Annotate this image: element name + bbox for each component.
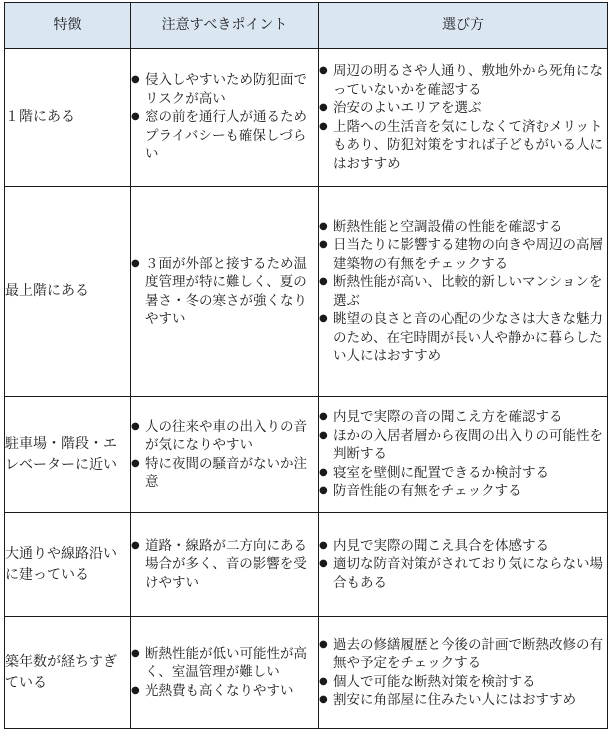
feature-cell: １階にある xyxy=(5,49,131,187)
list-item: ● 断熱性能と空調設備の性能を確認する xyxy=(319,218,607,237)
points-list xyxy=(131,71,318,164)
points-cell xyxy=(131,397,319,513)
list-item: ● 個人で可能な断熱対策を検討する xyxy=(319,673,607,692)
header-choices: 選び方 xyxy=(319,3,608,49)
feature-cell: 築年数が経ちすぎている xyxy=(5,617,131,729)
table-row xyxy=(5,49,608,187)
feature-cell: 大通りや線路沿いに建っている xyxy=(5,513,131,617)
table-row xyxy=(5,617,608,729)
points-list xyxy=(131,255,318,329)
table-row xyxy=(5,513,608,617)
table-row xyxy=(5,397,608,513)
choices-list xyxy=(319,408,607,501)
list-item: ● 割安に角部屋に住みたい人にはおすすめ xyxy=(319,691,607,710)
feature-cell: 最上階にある xyxy=(5,187,131,397)
list-item: ● 寝室を壁側に配置できるか検討する xyxy=(319,464,607,483)
list-item: ● 人の往来や車の出入りの音が気になりやすい xyxy=(131,418,318,455)
choices-list xyxy=(319,636,607,710)
header-row xyxy=(5,3,608,49)
list-item: ● 日当たりに影響する建物の向きや周辺の高層建築物の有無をチェックする xyxy=(319,236,607,273)
choices-cell xyxy=(319,49,608,187)
list-item: ● 内見で実際の聞こえ具合を体感する xyxy=(319,537,607,556)
list-item: ● 道路・線路が二方向にある場合が多く、音の影響を受けやすい xyxy=(131,537,318,593)
list-item: ● 周辺の明るさや人通り、敷地外から死角になっていないかを確認する xyxy=(319,62,607,99)
points-list xyxy=(131,418,318,492)
list-item: ● 断熱性能が低い可能性が高く、室温管理が難しい xyxy=(131,645,318,682)
feature-cell: 駐車場・階段・エレベーターに近い xyxy=(5,397,131,513)
list-item: ● 侵入しやすいため防犯面でリスクが高い xyxy=(131,71,318,108)
choices-cell xyxy=(319,513,608,617)
list-item: ● ほかの入居者層から夜間の出入りの可能性を判断する xyxy=(319,427,607,464)
table-row xyxy=(5,187,608,397)
list-item: ● 断熱性能が高い、比較的新しいマンションを選ぶ xyxy=(319,273,607,310)
choices-list xyxy=(319,537,607,593)
apartment-guide-table xyxy=(4,2,608,729)
header-points: 注意すべきポイント xyxy=(131,3,319,49)
list-item: ● 特に夜間の騒音がないか注意 xyxy=(131,455,318,492)
choices-list xyxy=(319,62,607,173)
list-item: ● 上階への生活音を気にしなくて済むメリットもあり、防犯対策をすれば子どもがいる人にはおすすめ xyxy=(319,118,607,174)
list-item: ● 治安のよいエリアを選ぶ xyxy=(319,99,607,118)
points-cell xyxy=(131,49,319,187)
list-item: ● 光熱費も高くなりやすい xyxy=(131,682,318,701)
points-list xyxy=(131,537,318,593)
points-list xyxy=(131,645,318,701)
list-item: ● 適切な防音対策がされており気にならない場合もある xyxy=(319,555,607,592)
list-item: ● 内見で実際の音の聞こえ方を確認する xyxy=(319,408,607,427)
list-item: ● 防音性能の有無をチェックする xyxy=(319,482,607,501)
points-cell xyxy=(131,187,319,397)
header-feature: 特徴 xyxy=(5,3,131,49)
list-item: ● 過去の修繕履歴と今後の計画で断熱改修の有無や予定をチェックする xyxy=(319,636,607,673)
list-item: ● 眺望の良さと音の心配の少なさは大きな魅力のため、在宅時間が長い人や静かに暮らしたい人にはおすすめ xyxy=(319,310,607,366)
choices-cell xyxy=(319,617,608,729)
choices-list xyxy=(319,218,607,366)
points-cell xyxy=(131,513,319,617)
points-cell xyxy=(131,617,319,729)
list-item: ● ３面が外部と接するため温度管理が特に難しく、夏の暑さ・冬の寒さが強くなりやすい xyxy=(131,255,318,329)
choices-cell xyxy=(319,187,608,397)
list-item: ● 窓の前を通行人が通るためプライバシーも確保しづらい xyxy=(131,108,318,164)
choices-cell xyxy=(319,397,608,513)
